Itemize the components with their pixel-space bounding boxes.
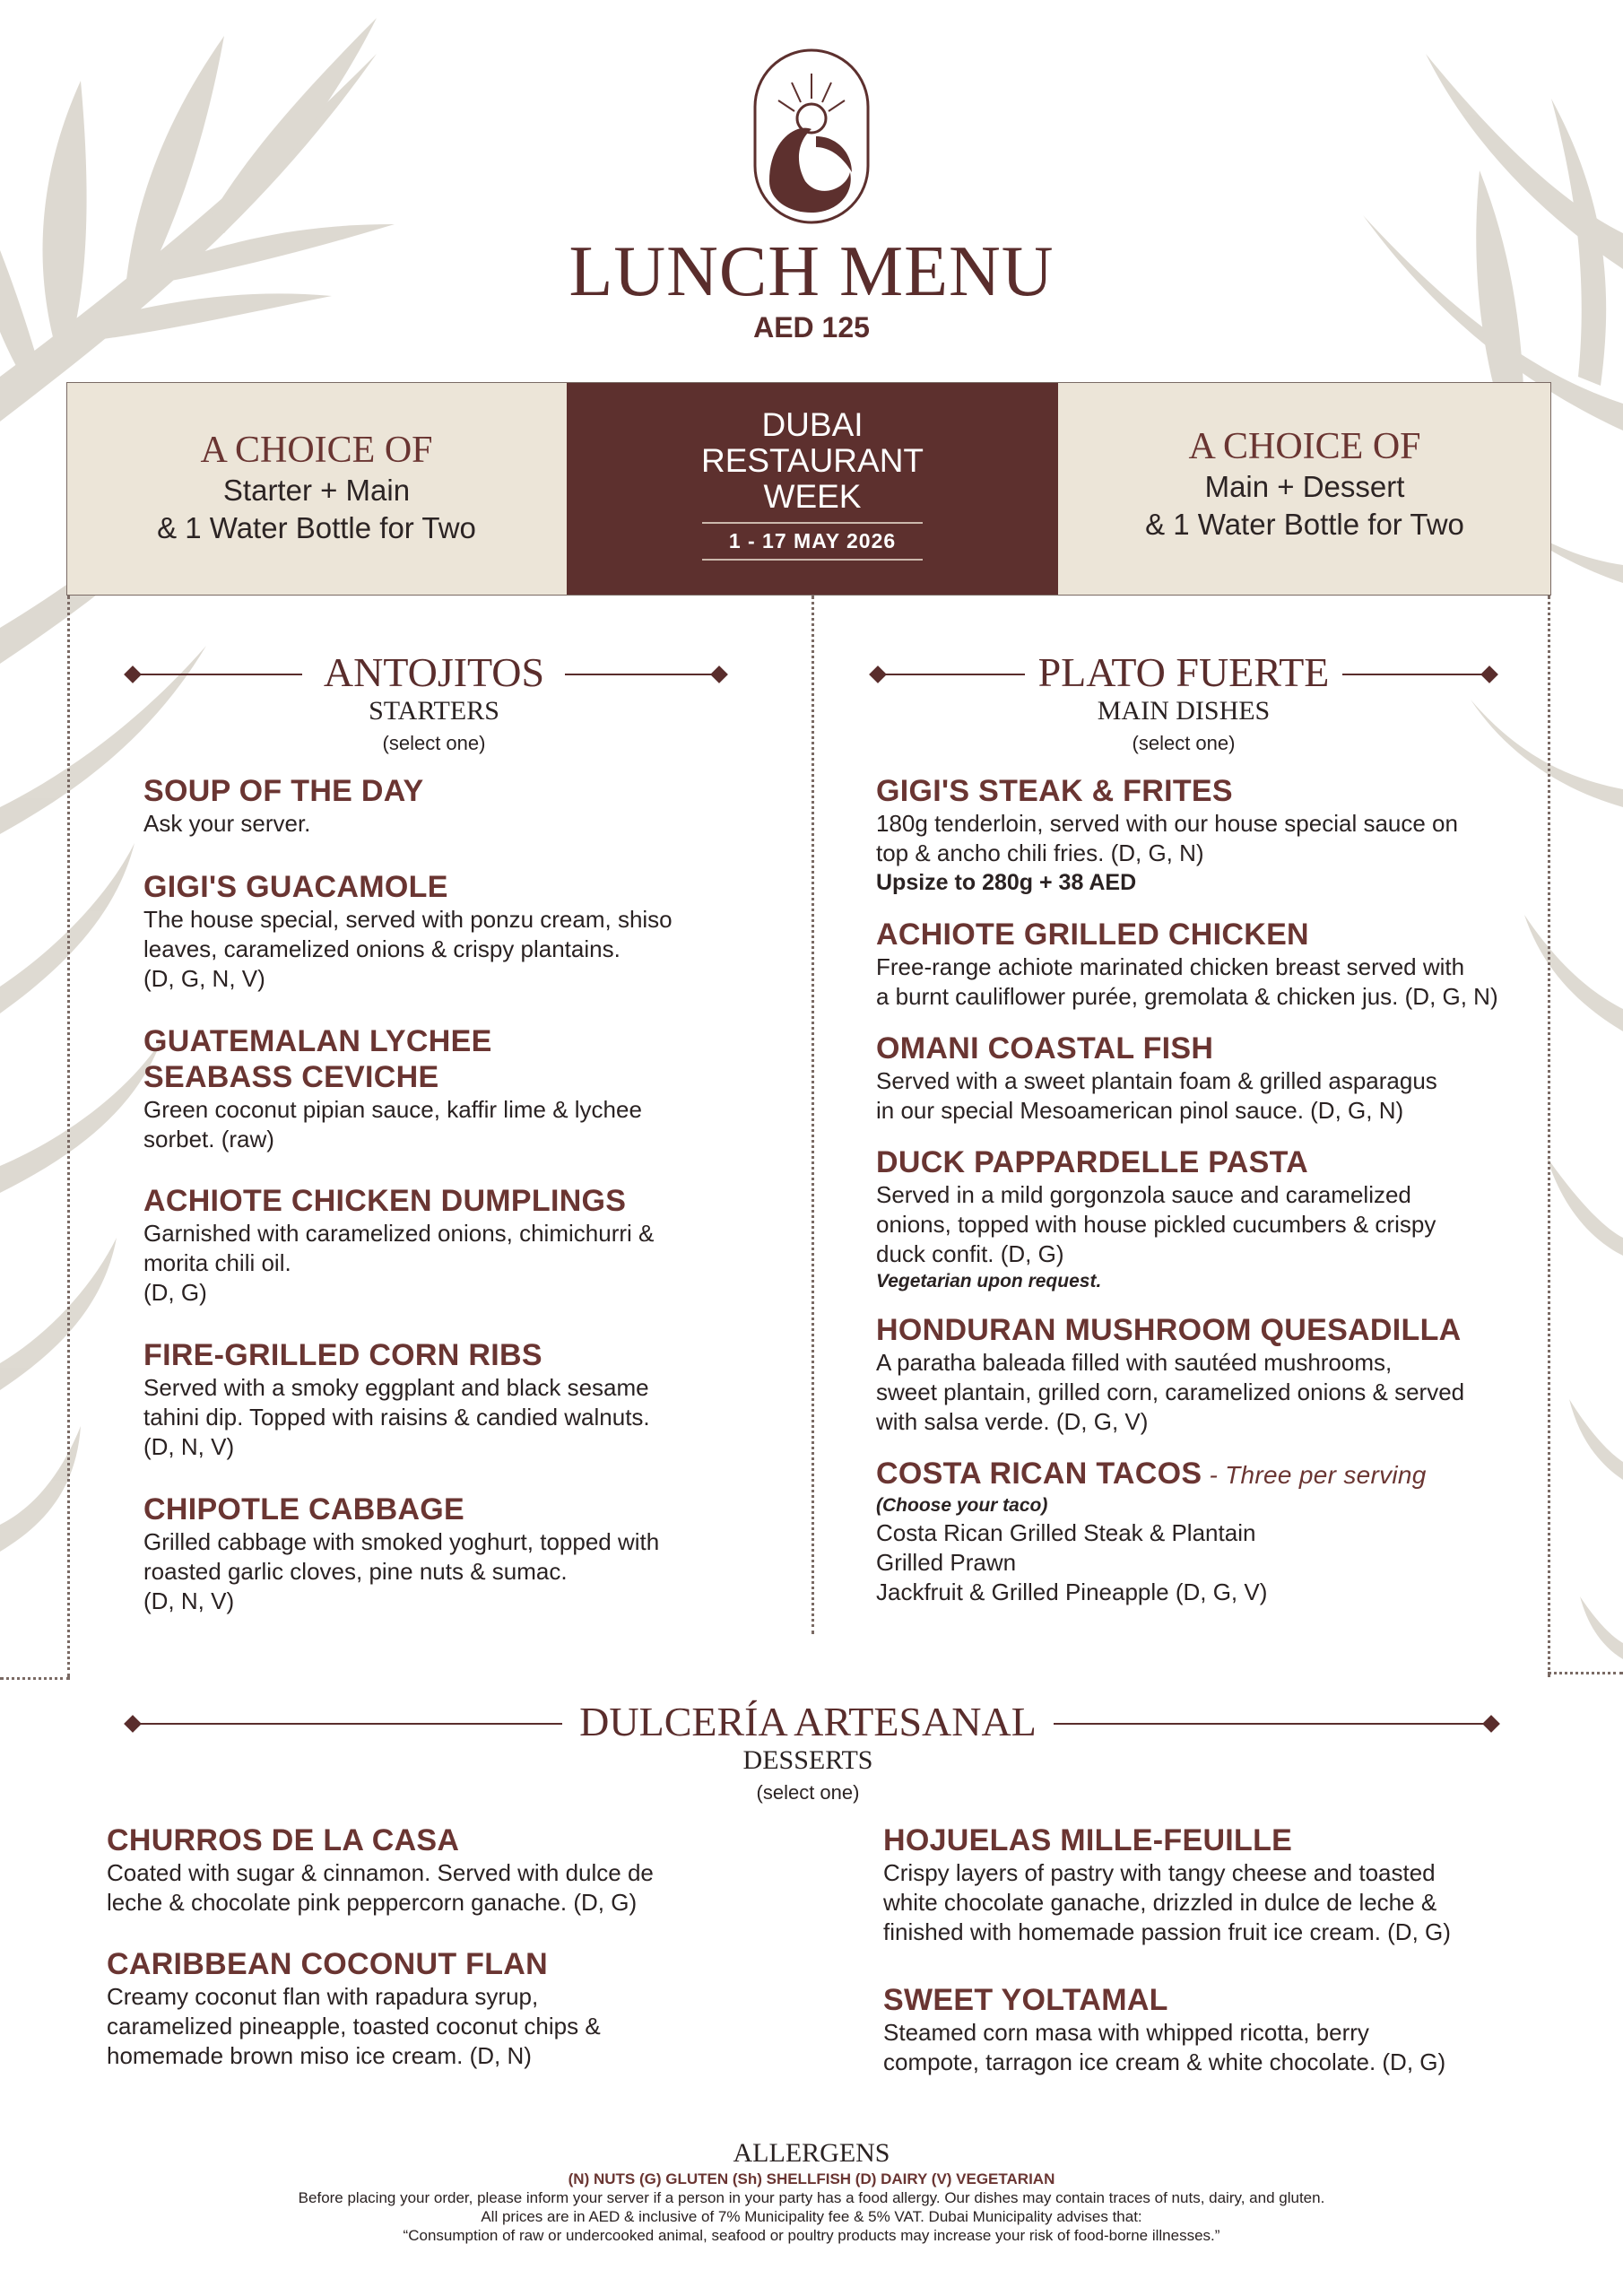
menu-item bbox=[143, 773, 789, 869]
dish-name: GIGI'S STEAK & FRITES bbox=[876, 774, 1233, 808]
dish-description: Served with a smoky eggplant and black sesame bbox=[143, 1374, 649, 1401]
dish-description: homemade brown miso ice cream. (D, N) bbox=[107, 2042, 532, 2069]
frame-left-divider bbox=[67, 596, 70, 1677]
option-line: Starter + Main bbox=[222, 474, 411, 507]
dish-name: CHIPOTLE CABBAGE bbox=[143, 1492, 465, 1526]
dish-name: OMANI COASTAL FISH bbox=[876, 1031, 1214, 1065]
dish-description: duck confit. (D, G) bbox=[876, 1240, 1064, 1267]
option-line: Main + Dessert bbox=[1204, 470, 1405, 503]
header-rule bbox=[136, 674, 302, 675]
dish-name: CHURROS DE LA CASA bbox=[107, 1823, 460, 1857]
badge-line: DUBAI bbox=[761, 406, 864, 443]
choose-note: (Choose your taco) bbox=[876, 1495, 1048, 1516]
menu-item bbox=[876, 1312, 1531, 1456]
menu-item bbox=[143, 1492, 789, 1616]
page-title: LUNCH MENU bbox=[568, 232, 1055, 311]
dish-description: in our special Mesoamerican pinol sauce. (D, G, N) bbox=[876, 1097, 1404, 1124]
allergens-footer bbox=[0, 2138, 1623, 2245]
dish-description: white chocolate ganache, drizzled in dulce de leche & bbox=[883, 1889, 1437, 1916]
vegetarian-note: Vegetarian upon request. bbox=[876, 1271, 1102, 1292]
select-note: (select one) bbox=[1132, 732, 1236, 754]
section-subtitle: STARTERS bbox=[369, 696, 499, 726]
dish-description: Garnished with caramelized onions, chimichurri & bbox=[143, 1220, 655, 1247]
dish-description: Grilled cabbage with smoked yoghurt, topped with bbox=[143, 1528, 660, 1555]
section-title: DULCERÍA ARTESANAL bbox=[579, 1699, 1037, 1744]
dish-description: morita chili oil. bbox=[143, 1249, 291, 1276]
header-rule bbox=[881, 674, 1025, 675]
serving-note: - Three per serving bbox=[1202, 1461, 1427, 1489]
header-rule bbox=[565, 674, 717, 675]
dish-allergens: (D, N, V) bbox=[143, 1433, 235, 1460]
menu-item bbox=[883, 1822, 1547, 1982]
desserts-right-list bbox=[883, 1822, 1547, 2077]
menu-item bbox=[107, 1946, 788, 2071]
mains-header bbox=[1025, 649, 1342, 755]
frame-bottom-left bbox=[0, 1677, 70, 1680]
section-subtitle: DESSERTS bbox=[742, 1745, 873, 1775]
menu-item bbox=[143, 1023, 789, 1183]
dish-description: tahini dip. Topped with raisins & candied walnuts. bbox=[143, 1404, 650, 1431]
dish-name: HOJUELAS MILLE-FEUILLE bbox=[883, 1823, 1293, 1857]
dish-allergens: (D, G, N, V) bbox=[143, 965, 265, 992]
sun-woman-logo-icon bbox=[751, 47, 872, 226]
dish-description: leche & chocolate pink peppercorn ganache. (D, G) bbox=[107, 1889, 638, 1916]
menu-item bbox=[876, 1144, 1531, 1312]
menu-item bbox=[883, 1982, 1547, 2077]
footer-note: All prices are in AED & inclusive of 7% Municipality fee & 5% VAT. Dubai Municipality advises that: bbox=[481, 2208, 1142, 2225]
dish-name: ACHIOTE GRILLED CHICKEN bbox=[876, 918, 1309, 952]
section-title: ANTOJITOS bbox=[323, 649, 545, 695]
header-rule bbox=[1342, 674, 1486, 675]
dish-name bbox=[876, 1456, 1531, 1493]
dish-name: SWEET YOLTAMAL bbox=[883, 1983, 1168, 2017]
dish-description: a burnt cauliflower purée, gremolata & chicken jus. (D, G, N) bbox=[876, 983, 1498, 1010]
taco-option: Costa Rican Grilled Steak & Plantain bbox=[876, 1519, 1256, 1546]
section-title: PLATO FUERTE bbox=[1037, 649, 1330, 695]
menu-price: AED 125 bbox=[753, 311, 870, 344]
dish-description: Free-range achiote marinated chicken breast served with bbox=[876, 953, 1465, 980]
dish-description: Creamy coconut flan with rapadura syrup, bbox=[107, 1983, 539, 2010]
dish-description: top & ancho chili fries. (D, G, N) bbox=[876, 839, 1204, 866]
taco-option: Grilled Prawn bbox=[876, 1549, 1017, 1576]
desserts-left-list bbox=[107, 1822, 788, 2071]
dish-description: compote, tarragon ice cream & white chocolate. (D, G) bbox=[883, 2048, 1446, 2075]
option-heading: A CHOICE OF bbox=[1188, 426, 1421, 467]
badge-line: RESTAURANT bbox=[700, 442, 924, 479]
mains-list bbox=[876, 773, 1531, 1607]
menu-item bbox=[143, 869, 789, 1023]
header-rule bbox=[1054, 1723, 1488, 1725]
dish-name: SOUP OF THE DAY bbox=[143, 774, 424, 808]
dish-description: leaves, caramelized onions & crispy plantains. bbox=[143, 935, 621, 962]
dish-name: DUCK PAPPARDELLE PASTA bbox=[876, 1145, 1308, 1179]
dish-description: finished with homemade passion fruit ice cream. (D, G) bbox=[883, 1918, 1451, 1945]
menu-item bbox=[876, 773, 1531, 917]
dish-description: roasted garlic cloves, pine nuts & sumac. bbox=[143, 1558, 568, 1585]
dish-description: with salsa verde. (D, G, V) bbox=[876, 1408, 1149, 1435]
menu-item bbox=[143, 1183, 789, 1337]
option-heading: A CHOICE OF bbox=[200, 430, 433, 471]
header-rule bbox=[136, 1723, 562, 1725]
allergens-title: ALLERGENS bbox=[733, 2138, 890, 2168]
column-divider bbox=[812, 596, 814, 1634]
menu-item bbox=[876, 1031, 1531, 1144]
dish-name: CARIBBEAN COCONUT FLAN bbox=[107, 1947, 549, 1981]
dish-description: Coated with sugar & cinnamon. Served with dulce de bbox=[107, 1859, 654, 1886]
menu-item bbox=[876, 1456, 1531, 1607]
dish-name: ACHIOTE CHICKEN DUMPLINGS bbox=[143, 1184, 627, 1218]
dish-name: GUATEMALAN LYCHEE bbox=[143, 1024, 492, 1058]
menu-item bbox=[107, 1822, 788, 1946]
event-dates: 1 - 17 MAY 2026 bbox=[702, 522, 923, 561]
dish-allergens: (D, G) bbox=[143, 1279, 207, 1306]
frame-right-divider bbox=[1548, 596, 1550, 1677]
menu-item bbox=[143, 1337, 789, 1492]
dish-description: caramelized pineapple, toasted coconut chips & bbox=[107, 2013, 601, 2039]
dish-name: GIGI'S GUACAMOLE bbox=[143, 870, 448, 904]
taco-option: Jackfruit & Grilled Pineapple (D, G, V) bbox=[876, 1578, 1268, 1605]
menu-item bbox=[876, 917, 1531, 1031]
dish-description: Served in a mild gorgonzola sauce and caramelized bbox=[876, 1181, 1411, 1208]
dish-description: The house special, served with ponzu cream, shiso bbox=[143, 906, 673, 933]
dish-description: Steamed corn masa with whipped ricotta, berry bbox=[883, 2019, 1369, 2046]
dish-description: sweet plantain, grilled corn, caramelized onions & served bbox=[876, 1378, 1465, 1405]
frame-bottom-right bbox=[1548, 1672, 1623, 1674]
starters-list bbox=[143, 773, 789, 1616]
starters-header bbox=[302, 649, 566, 755]
select-note: (select one) bbox=[382, 732, 486, 754]
dish-name: HONDURAN MUSHROOM QUESADILLA bbox=[876, 1313, 1462, 1347]
badge-line: WEEK bbox=[763, 478, 862, 515]
banner-frame bbox=[66, 382, 1551, 596]
dish-name: SEABASS CEVICHE bbox=[143, 1060, 439, 1094]
dish-description: A paratha baleada filled with sautéed mushrooms, bbox=[876, 1349, 1393, 1376]
select-note: (select one) bbox=[756, 1781, 860, 1804]
dish-description: sorbet. (raw) bbox=[143, 1126, 274, 1152]
footer-note: Before placing your order, please inform your server if a person in your party has a food allergy. Our dishes may contain traces of nuts, dairy, and gluten. bbox=[298, 2189, 1325, 2206]
dish-allergens: (D, N, V) bbox=[143, 1587, 235, 1614]
dish-name-text: COSTA RICAN TACOS bbox=[876, 1457, 1202, 1491]
footer-note: “Consumption of raw or undercooked animal, seafood or poultry products may increase your risk of food-borne illnesses.” bbox=[403, 2227, 1220, 2244]
upsize-note: Upsize to 280g + 38 AED bbox=[876, 870, 1137, 895]
option-line: & 1 Water Bottle for Two bbox=[157, 511, 476, 544]
dish-description: Ask your server. bbox=[143, 810, 311, 837]
section-subtitle: MAIN DISHES bbox=[1097, 696, 1271, 726]
desserts-header bbox=[562, 1699, 1054, 1805]
dish-description: Green coconut pipian sauce, kaffir lime & lychee bbox=[143, 1096, 642, 1123]
dish-description: 180g tenderloin, served with our house special sauce on bbox=[876, 810, 1458, 837]
dish-description: onions, topped with house pickled cucumbers & crispy bbox=[876, 1211, 1436, 1238]
dish-description: Crispy layers of pastry with tangy cheese and toasted bbox=[883, 1859, 1436, 1886]
dish-description: Served with a sweet plantain foam & grilled asparagus bbox=[876, 1067, 1437, 1094]
option-line: & 1 Water Bottle for Two bbox=[1145, 508, 1464, 541]
dish-name: FIRE-GRILLED CORN RIBS bbox=[143, 1338, 542, 1372]
allergen-key: (N) NUTS (G) GLUTEN (Sh) SHELLFISH (D) DAIRY (V) VEGETARIAN bbox=[568, 2170, 1055, 2187]
